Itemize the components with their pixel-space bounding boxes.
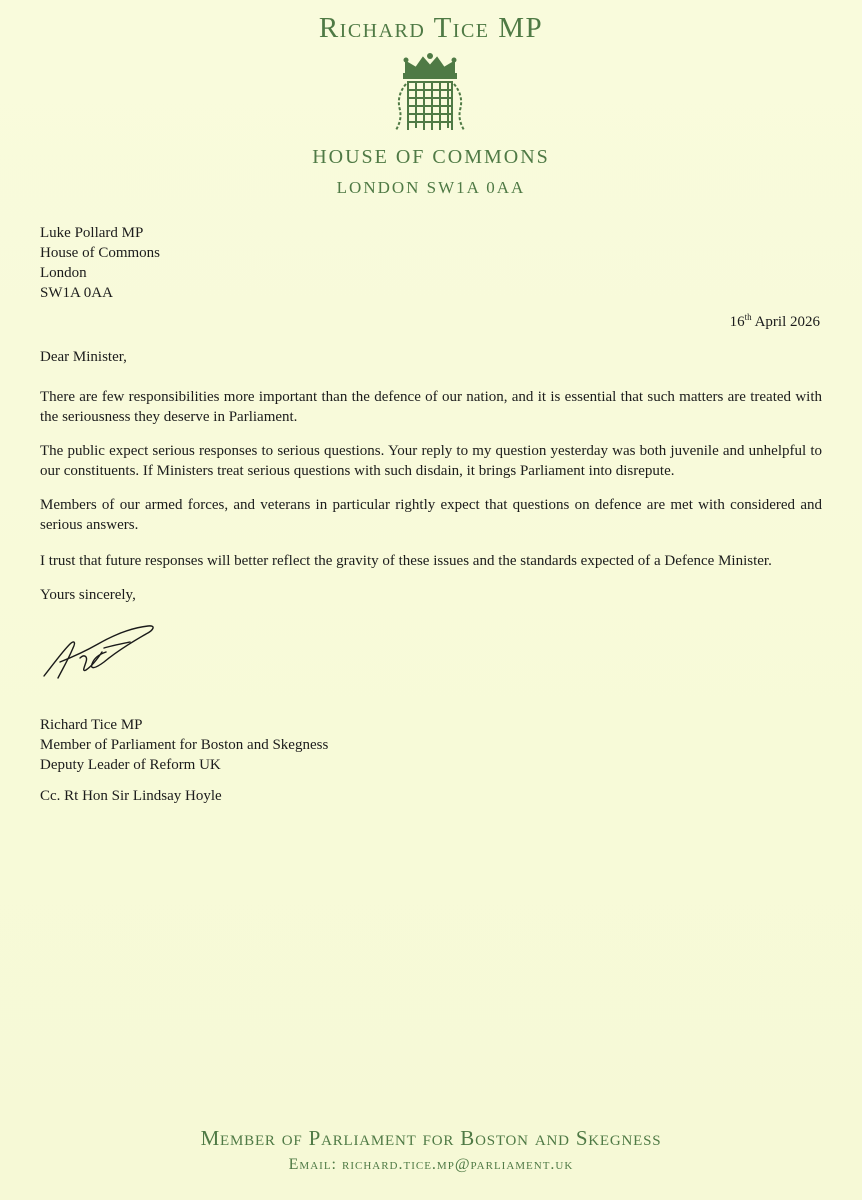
date-rest: April 2026: [754, 314, 820, 330]
footer-constituency: Member of Parliament for Boston and Skegness: [200, 1126, 662, 1150]
recipient-line: Luke Pollard MP: [40, 225, 144, 241]
recipient-line: London: [40, 265, 87, 281]
recipient-line: House of Commons: [40, 245, 160, 261]
portcullis-icon: [392, 52, 468, 136]
recipient-address: [40, 223, 160, 303]
signatory-block: [40, 715, 328, 775]
body-paragraph: Members of our armed forces, and veterans in particular rightly expect that questions on defence are met with considered and serious answers.: [40, 497, 822, 533]
footer-email: Email: richard.tice.mp@parliament.uk: [288, 1156, 574, 1173]
body-paragraph: The public expect serious responses to serious questions. Your reply to my question yesterday was both juvenile and unhelpful to our constituents. If Ministers treat serious questions with such disdain, it brings Parliament into disrepute.: [40, 443, 822, 479]
letterhead-mp-name: Richard Tice MP: [318, 12, 544, 44]
letterhead-house: HOUSE OF COMMONS: [312, 146, 550, 168]
signatory-line: Member of Parliament for Boston and Skegness: [40, 737, 329, 753]
body-paragraph: There are few responsibilities more important than the defence of our nation, and it is essential that such matters are treated with the seriousness they deserve in Parliament.: [40, 389, 822, 425]
recipient-line: SW1A 0AA: [40, 285, 113, 301]
letter-date: [730, 314, 820, 331]
closing: Yours sincerely,: [40, 587, 136, 603]
signatory-line: Deputy Leader of Reform UK: [40, 757, 221, 773]
cc-line: Cc. Rt Hon Sir Lindsay Hoyle: [40, 788, 222, 804]
date-suffix: th: [744, 312, 752, 322]
letterhead-city: LONDON SW1A 0AA: [336, 178, 526, 197]
date-day: 16: [729, 314, 745, 330]
signature-icon: [40, 618, 160, 690]
signatory-line: Richard Tice MP: [40, 717, 143, 733]
salutation: Dear Minister,: [40, 349, 127, 365]
body-paragraph: I trust that future responses will better reflect the gravity of these issues and the standards expected of a Defence Minister.: [40, 553, 772, 569]
